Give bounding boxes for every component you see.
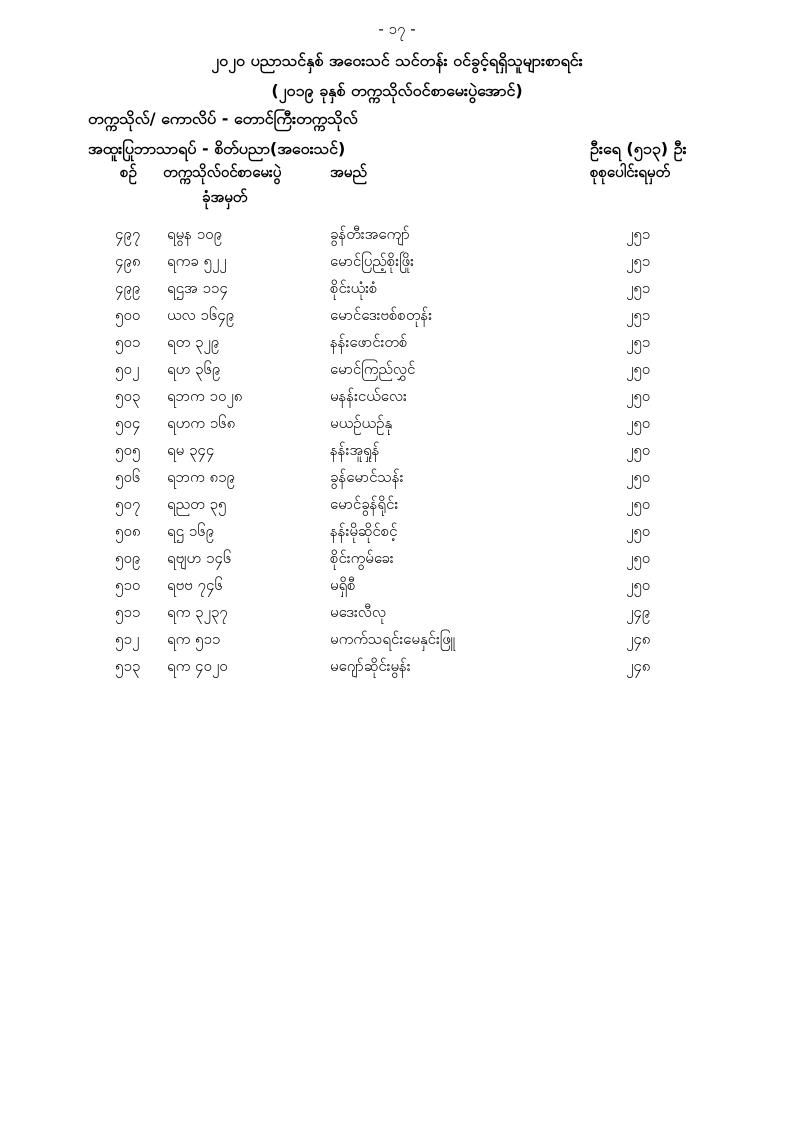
row-roll-number: ယလ ၁၆၄၉ [167,306,235,324]
table-row [0,279,794,306]
table-row [0,630,794,657]
table-row [0,549,794,576]
table-row [0,414,794,441]
row-marks: ၂၅၀ [626,495,651,513]
row-roll-number: ရက ၃၂၃၇ [167,603,228,621]
row-roll-number: ရမ ၃၄၄ [167,441,215,459]
row-roll-number: ရကခ ၅၂၂ [167,252,227,270]
table-row [0,603,794,630]
column-header-no: စဉ် [120,163,137,181]
row-number: ၅၀၆ [115,468,141,486]
row-number: ၅၁၃ [115,657,141,675]
column-header-marks: စုစုပေါင်းရမှတ် [590,163,671,181]
results-table [0,225,794,684]
row-marks: ၂၄၉ [626,603,651,621]
row-name: နန်းဖောင်းတစ် [330,333,408,351]
subject-line: အထူးပြုဘာသာရပ် - စိတ်ပညာ(အဝေးသင်) [88,139,346,158]
row-roll-number: ရက ၄၀၂၀ [167,657,228,675]
row-number: ၅၁၂ [115,630,140,648]
table-row [0,576,794,603]
row-number: ၅၀၇ [115,495,141,513]
document-subtitle: (၂၀၁၉ ခုနှစ် တက္ကသိုလ်ဝင်စာမေးပွဲအောင်) [271,81,523,100]
row-number: ၅၀၁ [115,333,141,351]
row-marks: ၂၅၁ [626,333,651,351]
row-marks: ၂၅၀ [626,441,651,459]
table-row [0,333,794,360]
row-marks: ၂၅၀ [626,576,651,594]
column-header-roll: တက္ကသိုလ်ဝင်စာမေးပွဲ [163,163,282,181]
row-name: မကက်သရင်းမေနှင်းဖြူ [330,630,456,648]
row-marks: ၂၅၀ [626,522,651,540]
row-roll-number: ရဗဗ ၇၄၆ [167,576,223,594]
row-number: ၅၀၂ [115,360,140,378]
row-number: ၅၀၄ [115,414,141,432]
table-row [0,441,794,468]
row-number: ၄၉၉ [115,279,141,297]
row-roll-number: ရက ၅၁၁ [167,630,221,648]
row-roll-number: ရဟက ၁၆၈ [167,414,236,432]
table-row [0,468,794,495]
row-number: ၅၀၅ [115,441,141,459]
table-row [0,360,794,387]
table-row [0,225,794,252]
table-row [0,252,794,279]
row-number: ၅၀၈ [115,522,141,540]
table-row [0,387,794,414]
row-marks: ၂၅၀ [626,387,651,405]
row-name: မောင်ပြည့်စိုးဖြိုး [330,252,414,270]
row-name: မဂျော်ဆိုင်းမွန်း [330,657,411,675]
row-name: မဒေးလီလု [330,603,386,621]
row-name: နန်းမိုဆိုင်စင့် [330,522,398,540]
row-marks: ၂၅၁ [626,225,651,243]
row-number: ၅၁၀ [115,576,141,594]
row-name: စိုင်းယုံးစံ [330,279,378,297]
row-marks: ၂၅၁ [626,279,651,297]
row-roll-number: ရဌအ ၁၁၄ [167,279,228,297]
table-row [0,657,794,684]
row-number: ၅၁၁ [115,603,141,621]
row-roll-number: ရတ ၃၂၉ [167,333,220,351]
column-header-roll-line2: ခုံအမှတ် [202,188,248,206]
row-number: ၅၀၀ [115,306,141,324]
row-name: ခွန်မောင်သန်း [330,468,404,486]
row-name: မရှိစီ [330,576,356,594]
row-marks: ၂၅၁ [626,252,651,270]
row-roll-number: ရဗျဟ ၁၄၆ [167,549,232,567]
row-number: ၅၀၉ [115,549,141,567]
row-marks: ၂၄၈ [626,630,651,648]
row-name: မနန်းငယ်လေး [330,387,407,405]
row-roll-number: ရဌ ၁၆၉ [167,522,215,540]
row-marks: ၂၄၈ [626,657,651,675]
row-roll-number: ရဘက ၈၁၉ [167,468,235,486]
row-number: ၄၉၇ [115,225,141,243]
row-roll-number: ရညတ ၃၅ [167,495,227,513]
row-roll-number: ရဟ ၃၆၉ [167,360,221,378]
row-name: နန်းအူရှုန် [330,441,380,459]
row-name: မောင်ကြည်လွှင် [330,360,416,378]
row-name: စိုင်းကွမ်ခေး [330,549,394,567]
row-number: ၄၉၈ [115,252,141,270]
row-marks: ၂၅၀ [626,549,651,567]
row-marks: ၂၅၀ [626,360,651,378]
university-line: တက္ကသိုလ်/ ကောလိပ် - တောင်ကြီးတက္ကသိုလ် [88,109,358,128]
total-count: ဦးရေ (၅၁၃) ဦး [590,139,687,158]
row-name: မောင်ဒေးဗစ်စတုန်း [330,306,433,324]
row-marks: ၂၅၁ [626,306,651,324]
document-title: ၂၀၂၀ ပညာသင်နှစ် အဝေးသင် သင်တန်း ဝင်ခွင့်ရရှိသူများစာရင်း [211,51,583,70]
row-name: မောင်ခွန်ရိုင်း [330,495,399,513]
table-row [0,495,794,522]
row-marks: ၂၅၀ [626,468,651,486]
row-name: ခွန်တီးအကျော် [330,225,410,243]
row-marks: ၂၅၀ [626,414,651,432]
row-roll-number: ရဘက ၁၀၂၈ [167,387,243,405]
row-roll-number: ရမွန ၁၀၉ [167,225,223,243]
row-name: မယဉ်ယဉ်နု [330,414,393,432]
row-number: ၅၀၃ [115,387,141,405]
table-row [0,306,794,333]
table-row [0,522,794,549]
page-number: - ၁၇ - [378,20,416,38]
column-header-name: အမည် [330,163,367,181]
